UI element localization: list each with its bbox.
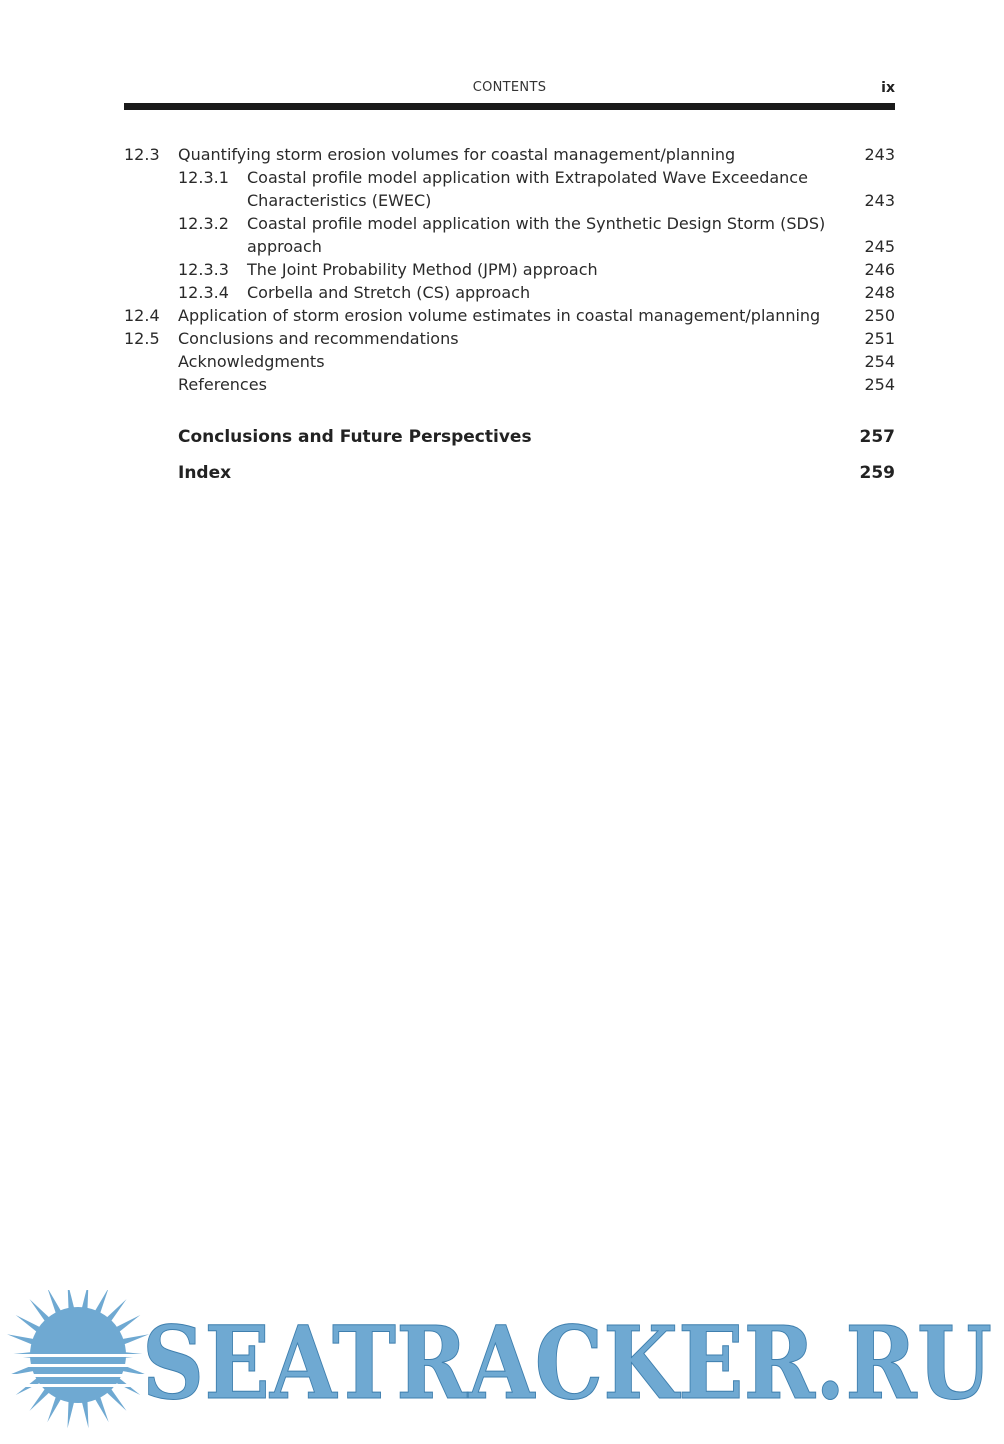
page-ref: 248 (864, 283, 895, 302)
section-title: Coastal profile model application with Extrapolated Wave Exceedance (247, 168, 808, 187)
page-ref: 243 (864, 191, 895, 210)
section-number: 12.3.2 (178, 214, 229, 233)
toc-entry-12-3[interactable] (124, 143, 895, 166)
watermark-logo (0, 1290, 1004, 1440)
toc-entry-12-3-1[interactable] (124, 166, 895, 189)
page-ref: 251 (864, 329, 895, 348)
toc-entry-references[interactable] (124, 373, 895, 396)
page-ref: 254 (864, 352, 895, 371)
section-title-continued: approach (247, 237, 322, 256)
section-title: References (178, 375, 267, 394)
header-rule (124, 103, 895, 110)
section-title: Corbella and Stretch (CS) approach (247, 283, 531, 302)
section-title: Coastal profile model application with the Synthetic Design Storm (SDS) (247, 214, 826, 233)
toc-entry-conclusions[interactable] (124, 426, 895, 462)
section-number: 12.3.1 (178, 168, 229, 187)
running-header (124, 80, 895, 100)
watermark-text: SEATRACKER.RU (142, 1304, 992, 1422)
running-header-title: CONTENTS (472, 80, 547, 95)
toc-entry-12-3-2-cont[interactable] (124, 235, 895, 258)
section-number: 12.3.4 (178, 283, 229, 302)
page-ref: 245 (864, 237, 895, 256)
section-title: Application of storm erosion volume estimates in coastal management/planning (178, 306, 821, 325)
section-number: 12.4 (124, 306, 160, 325)
section-title: The Joint Probability Method (JPM) approach (247, 260, 598, 279)
toc-entry-index[interactable] (124, 462, 895, 485)
toc-entry-12-3-3[interactable] (124, 258, 895, 281)
page-ref: 250 (864, 306, 895, 325)
page-ref: 243 (864, 145, 895, 164)
table-of-contents (124, 143, 895, 485)
chapter-title: Index (178, 463, 232, 483)
toc-entry-12-4[interactable] (124, 304, 895, 327)
section-title: Conclusions and recommendations (178, 329, 459, 348)
section-number: 12.3 (124, 145, 160, 164)
toc-entry-12-3-2[interactable] (124, 212, 895, 235)
toc-entry-12-3-4[interactable] (124, 281, 895, 304)
page-ref: 246 (864, 260, 895, 279)
page-ref: 257 (859, 427, 895, 447)
chapter-title: Conclusions and Future Perspectives (178, 427, 532, 447)
section-number: 12.3.3 (178, 260, 229, 279)
toc-entry-acknowledgments[interactable] (124, 350, 895, 373)
toc-entry-12-3-1-cont[interactable] (124, 189, 895, 212)
page-ref: 254 (864, 375, 895, 394)
page-ref: 259 (859, 463, 895, 483)
section-title: Acknowledgments (178, 352, 325, 371)
watermark-svg (0, 1290, 1004, 1440)
section-number: 12.5 (124, 329, 160, 348)
page-number: ix (881, 80, 895, 96)
section-title: Quantifying storm erosion volumes for coastal management/planning (178, 145, 736, 164)
toc-entry-12-5[interactable] (124, 327, 895, 350)
section-title-continued: Characteristics (EWEC) (247, 191, 432, 210)
